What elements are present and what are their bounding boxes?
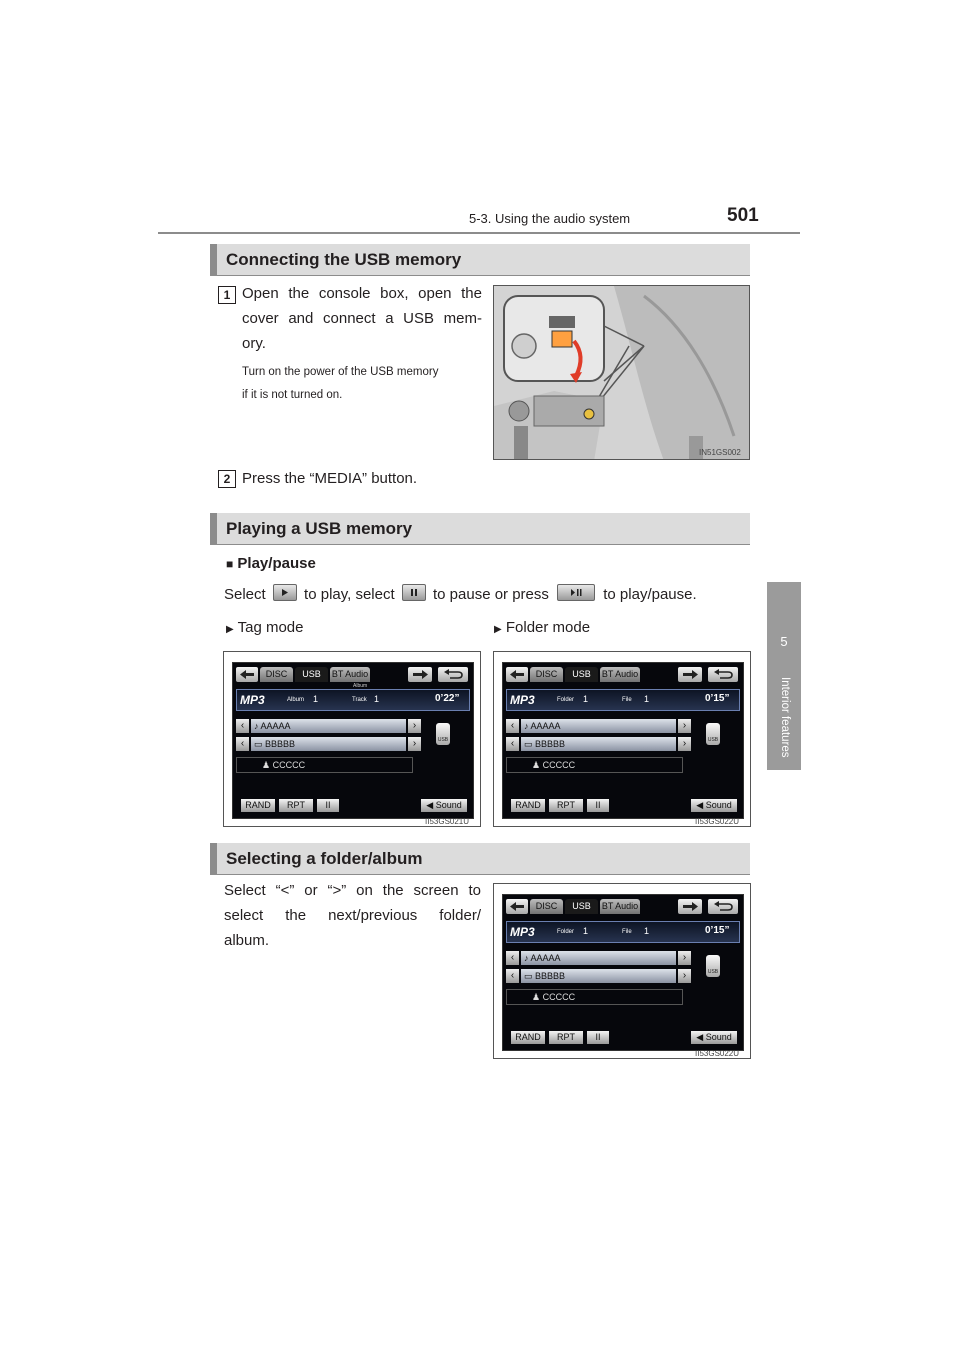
next-folder-button[interactable]: › <box>678 737 691 751</box>
forward-arrow-icon <box>678 899 702 914</box>
repeat-button[interactable]: RPT <box>279 799 313 812</box>
row-text: BBBBB <box>535 971 566 981</box>
console-illustration <box>493 285 750 460</box>
repeat-button[interactable]: RPT <box>549 799 583 812</box>
field1-value: 1 <box>583 694 589 704</box>
field2-label: File <box>622 929 632 935</box>
prev-album-button[interactable]: ‹ <box>506 951 519 965</box>
note-icon: ♪ <box>524 721 529 731</box>
random-button[interactable]: RAND <box>241 799 275 812</box>
play-pause-instructions <box>224 582 697 607</box>
artist-row <box>506 757 683 773</box>
tab-usb[interactable]: USB <box>565 899 598 914</box>
media-type: MP3 <box>240 693 265 707</box>
pause-button[interactable]: II <box>587 799 609 812</box>
field2-value: 1 <box>644 694 650 704</box>
forward-arrow-button[interactable] <box>678 667 702 682</box>
tab-bt-audio[interactable]: BT Audio <box>600 899 640 914</box>
page-number: 501 <box>727 205 759 226</box>
step1-text <box>242 281 482 356</box>
artist-icon: ♟ <box>532 992 541 1002</box>
text-line: Open the console box, open the <box>242 285 482 302</box>
play-pause-button-icon <box>557 584 595 601</box>
sound-label: Sound <box>705 800 732 810</box>
sound-button[interactable] <box>421 799 467 812</box>
field2-value: 1 <box>644 926 650 936</box>
tab-disc[interactable]: DISC <box>530 667 563 682</box>
random-button[interactable]: RAND <box>511 1031 545 1044</box>
row-text: BBBBB <box>535 739 566 749</box>
forward-arrow-icon <box>678 667 702 682</box>
next-album-button[interactable]: › <box>678 719 691 733</box>
next-album-button[interactable]: › <box>678 951 691 965</box>
media-type: MP3 <box>510 925 535 939</box>
next-folder-button[interactable]: › <box>678 969 691 983</box>
note-line: if it is not turned on. <box>242 389 343 401</box>
subheading-label: Play/pause <box>237 555 316 572</box>
next-folder-button[interactable]: › <box>408 737 421 751</box>
text-line: cover and connect a USB mem- <box>242 310 482 327</box>
chapter-number: 5 <box>780 634 788 649</box>
row-text: AAAAA <box>530 953 561 963</box>
audio-screen <box>502 894 744 1051</box>
folder-icon: ▭ <box>524 739 533 749</box>
album-top-label: Album <box>353 683 368 689</box>
track-row-2[interactable] <box>521 969 676 983</box>
tab-usb[interactable]: USB <box>295 667 328 682</box>
track-info-bar <box>506 921 740 943</box>
forward-arrow-button[interactable] <box>678 899 702 914</box>
row-text: CCCCC <box>542 760 576 770</box>
text-line: ory. <box>242 335 266 352</box>
screen-folder-mode <box>493 651 751 827</box>
return-button[interactable] <box>708 667 738 682</box>
figure-code: II53GS022U <box>695 817 740 826</box>
prev-folder-button[interactable]: ‹ <box>506 969 519 983</box>
media-type: MP3 <box>510 693 535 707</box>
elapsed-time: 0’15” <box>705 693 730 704</box>
back-arrow-icon <box>236 667 258 682</box>
elapsed-time: 0’15” <box>705 925 730 936</box>
section-heading-play: Playing a USB memory <box>210 513 750 545</box>
step1-note <box>242 361 487 407</box>
text-line: album. <box>224 932 270 949</box>
prev-folder-button[interactable]: ‹ <box>236 737 249 751</box>
sound-button[interactable] <box>691 799 737 812</box>
back-arrow-button[interactable] <box>236 667 258 682</box>
return-icon <box>708 899 738 914</box>
return-icon <box>438 667 468 682</box>
chapter-tab <box>767 582 801 770</box>
return-icon <box>708 667 738 682</box>
section-heading-select: Selecting a folder/album <box>210 843 750 875</box>
sound-label: Sound <box>435 800 462 810</box>
step2-text: Press the “MEDIA” button. <box>242 470 418 487</box>
usb-device-icon: USB <box>706 955 720 977</box>
elapsed-time: 0’22” <box>435 693 460 704</box>
field2-label: File <box>622 697 632 703</box>
chapter-label: Interior features <box>779 677 791 758</box>
forward-arrow-icon <box>408 667 432 682</box>
folder-icon: ▭ <box>254 739 263 749</box>
tab-disc[interactable]: DISC <box>260 667 293 682</box>
track-row-1[interactable] <box>251 719 406 733</box>
next-album-button[interactable]: › <box>408 719 421 733</box>
square-bullet-icon: ■ <box>226 557 234 571</box>
row-text: AAAAA <box>530 721 561 731</box>
step-number: 2 <box>218 470 236 488</box>
section-heading-connect: Connecting the USB memory <box>210 244 750 276</box>
triangle-bullet-icon: ▶ <box>226 624 234 635</box>
field2-value: 1 <box>374 694 380 704</box>
header-rule <box>158 232 800 234</box>
triangle-bullet-icon: ▶ <box>494 624 502 635</box>
note-icon: ♪ <box>524 953 529 963</box>
back-arrow-icon <box>506 899 528 914</box>
repeat-button[interactable]: RPT <box>549 1031 583 1044</box>
field1-label: Album <box>287 697 305 703</box>
text-fragment: to play, select <box>304 586 395 603</box>
tab-usb[interactable]: USB <box>565 667 598 682</box>
tab-disc[interactable]: DISC <box>530 899 563 914</box>
text-line: select the next/previous folder/ <box>224 907 481 924</box>
text-fragment: Select <box>224 586 266 603</box>
screen-tag-mode <box>223 651 481 827</box>
sound-button[interactable] <box>691 1031 737 1044</box>
field1-value: 1 <box>583 926 589 936</box>
artist-icon: ♟ <box>532 760 541 770</box>
back-arrow-button[interactable] <box>506 667 528 682</box>
row-text: CCCCC <box>272 760 306 770</box>
speaker-icon: ◀ <box>696 800 704 810</box>
prev-folder-button[interactable]: ‹ <box>506 737 519 751</box>
figure-code: IN51GS002 <box>699 448 741 457</box>
note-line: Turn on the power of the USB memory <box>242 366 439 378</box>
mode-label-text: Tag mode <box>237 619 304 636</box>
screen-select-folder <box>493 883 751 1059</box>
folder-icon: ▭ <box>524 971 533 981</box>
figure-code: II53GS021U <box>425 817 470 826</box>
running-header: 5-3. Using the audio system <box>469 211 631 226</box>
mode-label-tag <box>226 615 303 642</box>
row-text: CCCCC <box>542 992 576 1002</box>
track-row-1[interactable] <box>521 719 676 733</box>
field1-label: Folder <box>557 697 575 703</box>
field1-label: Folder <box>557 929 575 935</box>
back-arrow-button[interactable] <box>506 899 528 914</box>
audio-screen <box>502 662 744 819</box>
pause-icon <box>402 584 426 601</box>
track-info-bar <box>236 689 470 711</box>
step-number: 1 <box>218 286 236 304</box>
row-text: BBBBB <box>265 739 296 749</box>
mode-label-folder <box>494 615 590 642</box>
select-text <box>224 878 481 953</box>
text-fragment: to pause or press <box>433 586 549 603</box>
pause-button[interactable]: II <box>317 799 339 812</box>
subheading-play-pause <box>226 551 316 577</box>
field2-label: Track <box>352 697 367 703</box>
sound-label: Sound <box>705 1032 732 1042</box>
pause-button[interactable]: II <box>587 1031 609 1044</box>
return-button[interactable] <box>438 667 468 682</box>
random-button[interactable]: RAND <box>511 799 545 812</box>
artist-row <box>236 757 413 773</box>
text-fragment: to play/pause. <box>603 586 697 603</box>
artist-icon: ♟ <box>262 760 271 770</box>
prev-album-button[interactable]: ‹ <box>236 719 249 733</box>
prev-album-button[interactable]: ‹ <box>506 719 519 733</box>
usb-device-icon: USB <box>706 723 720 745</box>
artist-row <box>506 989 683 1005</box>
play-icon <box>273 584 297 601</box>
return-button[interactable] <box>708 899 738 914</box>
figure-code: II53GS022U <box>695 1049 740 1058</box>
track-row-2[interactable] <box>521 737 676 751</box>
tab-bt-audio[interactable]: BT Audio <box>330 667 370 682</box>
field1-value: 1 <box>313 694 319 704</box>
text-line: Select “<” or “>” on the screen to <box>224 882 481 899</box>
track-info-bar <box>506 689 740 711</box>
forward-arrow-button[interactable] <box>408 667 432 682</box>
speaker-icon: ◀ <box>696 1032 704 1042</box>
row-text: AAAAA <box>260 721 291 731</box>
note-icon: ♪ <box>254 721 259 731</box>
track-row-2[interactable] <box>251 737 406 751</box>
usb-device-icon: USB <box>436 723 450 745</box>
mode-label-text: Folder mode <box>505 619 591 636</box>
audio-screen <box>232 662 474 819</box>
tab-bt-audio[interactable]: BT Audio <box>600 667 640 682</box>
console-drawing <box>494 286 750 460</box>
speaker-icon: ◀ <box>426 800 434 810</box>
back-arrow-icon <box>506 667 528 682</box>
track-row-1[interactable] <box>521 951 676 965</box>
